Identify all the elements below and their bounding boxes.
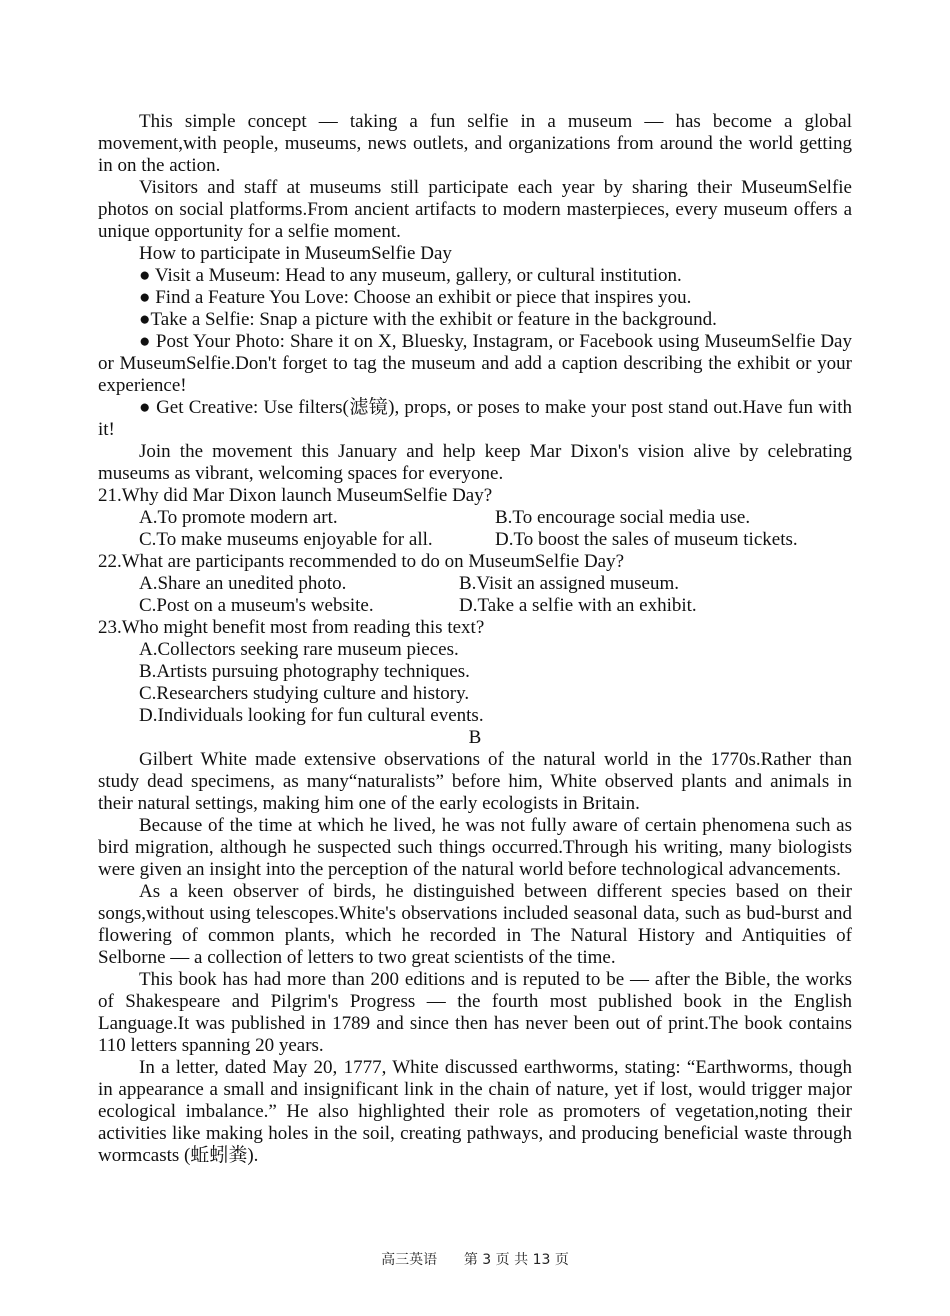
q22-option-c: C.Post on a museum's website.: [139, 595, 374, 616]
footer-page-number: 3: [482, 1252, 492, 1268]
step-visit-museum: ● Visit a Museum: Head to any museum, gallery, or cultural institution.: [139, 265, 682, 286]
q21-option-d: D.To boost the sales of museum tickets.: [495, 529, 798, 550]
page-footer: [0, 1249, 950, 1269]
footer-page-suffix: 页: [554, 1252, 569, 1268]
step-find-feature: ● Find a Feature You Love: Choose an exhibit or piece that inspires you.: [139, 287, 692, 308]
section-b-label: B: [468, 727, 482, 748]
q21-option-b: B.To encourage social media use.: [495, 507, 751, 528]
question-22-stem: 22.What are participants recommended to do on MuseumSelfie Day?: [98, 551, 625, 572]
passage-a-paragraph-1: This simple concept — taking a fun selfie in a museum — has become a global movement,with people, museums, news outlets, and organizations from around the world getting in on the action.: [98, 111, 852, 176]
passage-a-paragraph-2: Visitors and staff at museums still participate each year by sharing their MuseumSelfie photos on social platforms.From ancient artifacts to modern masterpieces, every museum offers a unique opportunity for a selfie moment.: [98, 177, 852, 242]
step-post-photo: ● Post Your Photo: Share it on X, Bluesky, Instagram, or Facebook using MuseumSelfie Day or MuseumSelfie.Don't forget to tag the museum and add a caption describing the exhibit or your experience!: [98, 331, 852, 396]
step-get-creative: ● Get Creative: Use filters(滤镜), props, or poses to make your post stand out.Have fun with it!: [98, 397, 852, 440]
q22-option-a: A.Share an unedited photo.: [139, 573, 347, 594]
q23-option-c: C.Researchers studying culture and history.: [139, 683, 470, 704]
question-21-stem: 21.Why did Mar Dixon launch MuseumSelfie Day?: [98, 485, 493, 506]
passage-b-paragraph-2: Because of the time at which he lived, he was not fully aware of certain phenomena such as bird migration, although he suspected such things occurred.Through his writing, many biologists were given an insight into the perception of the natural world before technological advancements.: [98, 815, 852, 880]
footer-subject: 高三英语: [381, 1252, 438, 1268]
q23-option-d: D.Individuals looking for fun cultural events.: [139, 705, 484, 726]
passage-b-paragraph-1: Gilbert White made extensive observations of the natural world in the 1770s.Rather than study dead specimens, as many“naturalists” before him, White observed plants and animals in their natural settings, making him one of the early ecologists in Britain.: [98, 749, 852, 814]
question-23-stem: 23.Who might benefit most from reading this text?: [98, 617, 485, 638]
howto-heading: How to participate in MuseumSelfie Day: [139, 243, 452, 264]
q22-option-b: B.Visit an assigned museum.: [459, 573, 679, 594]
step-take-selfie: ●Take a Selfie: Snap a picture with the exhibit or feature in the background.: [139, 309, 717, 330]
footer-page-prefix: 第: [463, 1252, 478, 1268]
q21-option-a: A.To promote modern art.: [139, 507, 338, 528]
question-21-options: [139, 507, 852, 551]
q23-option-b: B.Artists pursuing photography techniques.: [139, 661, 470, 682]
passage-a-closing: Join the movement this January and help keep Mar Dixon's vision alive by celebrating museums as vibrant, welcoming spaces for everyone.: [98, 441, 852, 484]
q21-option-c: C.To make museums enjoyable for all.: [139, 529, 433, 550]
document-body: [98, 111, 852, 1167]
q23-option-a: A.Collectors seeking rare museum pieces.: [139, 639, 459, 660]
passage-b-paragraph-5: In a letter, dated May 20, 1777, White discussed earthworms, stating: “Earthworms, though in appearance a small and insignificant link in the chain of nature, yet if lost, would trigger major ecological imbalance.” He also highlighted their role as promoters of vegetation,noting their activities like making holes in the soil, creating pathways, and producing beneficial waste through wormcasts (蚯蚓粪).: [98, 1057, 852, 1166]
footer-total-pages: 13: [532, 1252, 551, 1268]
q22-option-d: D.Take a selfie with an exhibit.: [459, 595, 697, 616]
question-22-options: [139, 573, 852, 617]
passage-b-paragraph-3: As a keen observer of birds, he distinguished between different species based on their songs,without using telescopes.White's observations included seasonal data, such as bud-burst and flowering of common plants, which he recorded in The Natural History and Antiquities of Selborne — a collection of letters to two great scientists of the time.: [98, 881, 852, 968]
footer-page-mid: 页 共: [495, 1252, 529, 1268]
passage-b-paragraph-4: This book has had more than 200 editions and is reputed to be — after the Bible, the works of Shakespeare and Pilgrim's Progress — the fourth most published book in the English Language.It was published in 1789 and since then has never been out of print.The book contains 110 letters spanning 20 years.: [98, 969, 852, 1056]
